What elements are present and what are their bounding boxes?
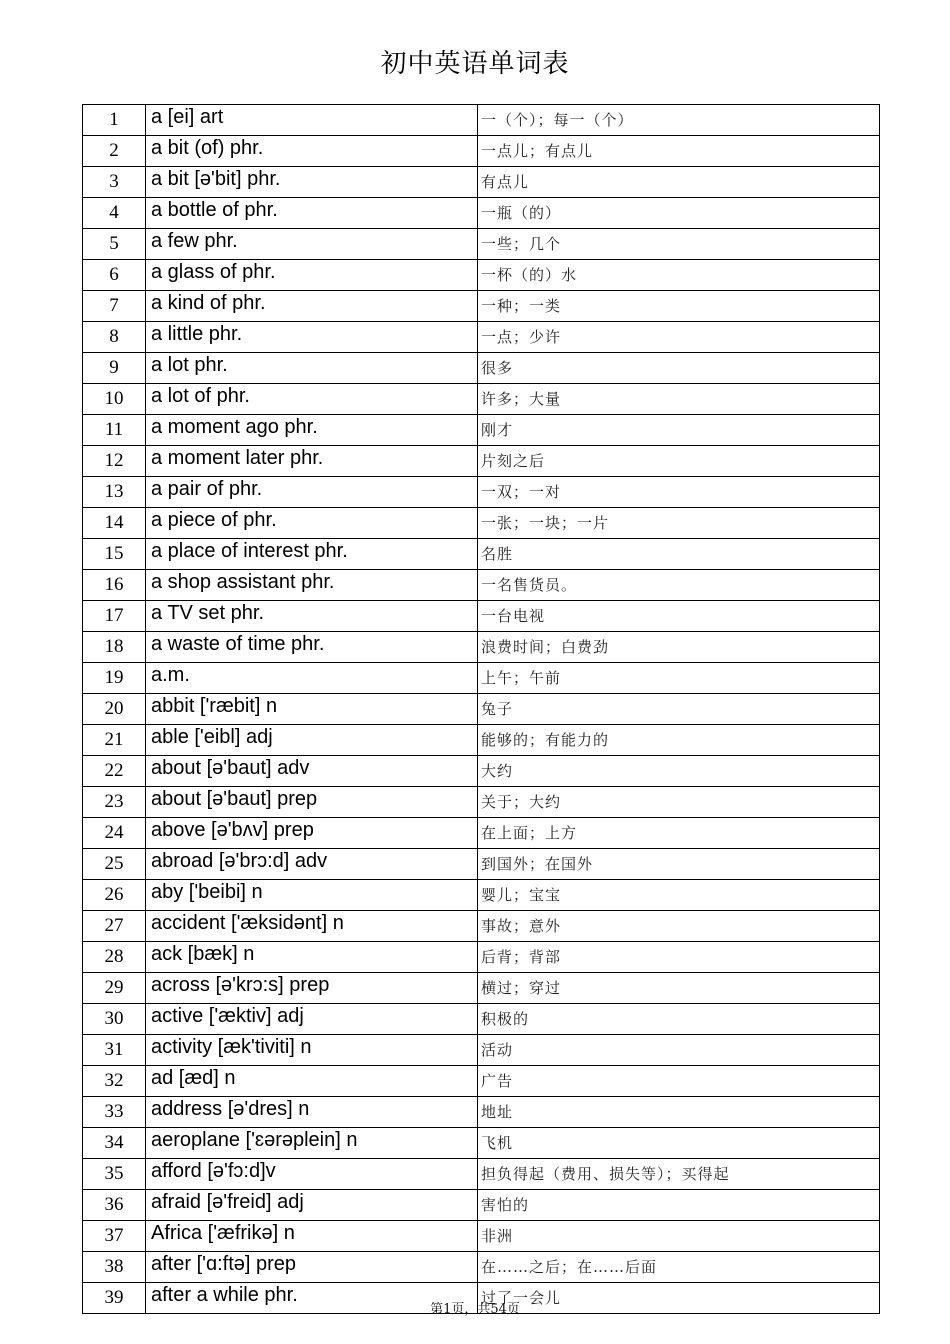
row-number: 38	[83, 1252, 146, 1283]
table-row	[83, 1035, 880, 1066]
row-number: 14	[83, 508, 146, 539]
table-row	[83, 694, 880, 725]
row-meaning: 害怕的	[478, 1190, 880, 1221]
table-row	[83, 973, 880, 1004]
row-number: 6	[83, 260, 146, 291]
table-row	[83, 1221, 880, 1252]
table-row	[83, 477, 880, 508]
row-meaning: 积极的	[478, 1004, 880, 1035]
row-word: a waste of time phr.	[146, 632, 478, 663]
row-meaning: 许多；大量	[478, 384, 880, 415]
row-meaning: 一些；几个	[478, 229, 880, 260]
table-row	[83, 322, 880, 353]
row-meaning: 广告	[478, 1066, 880, 1097]
table-row	[83, 570, 880, 601]
row-number: 24	[83, 818, 146, 849]
row-meaning: 上午；午前	[478, 663, 880, 694]
table-row	[83, 880, 880, 911]
row-meaning: 非洲	[478, 1221, 880, 1252]
row-word: a lot of phr.	[146, 384, 478, 415]
table-row	[83, 260, 880, 291]
row-number: 21	[83, 725, 146, 756]
row-meaning: 能够的；有能力的	[478, 725, 880, 756]
table-row	[83, 167, 880, 198]
table-row	[83, 291, 880, 322]
row-meaning: 一台电视	[478, 601, 880, 632]
row-number: 35	[83, 1159, 146, 1190]
vocabulary-table	[82, 104, 880, 1314]
row-word: a moment ago phr.	[146, 415, 478, 446]
table-row	[83, 632, 880, 663]
row-meaning: 片刻之后	[478, 446, 880, 477]
row-word: activity [æk'tiviti] n	[146, 1035, 478, 1066]
row-word: a shop assistant phr.	[146, 570, 478, 601]
row-meaning: 事故；意外	[478, 911, 880, 942]
table-row	[83, 663, 880, 694]
row-number: 10	[83, 384, 146, 415]
row-number: 8	[83, 322, 146, 353]
row-meaning: 关于；大约	[478, 787, 880, 818]
row-meaning: 飞机	[478, 1128, 880, 1159]
row-word: a.m.	[146, 663, 478, 694]
row-word: after a while phr.	[146, 1283, 478, 1314]
row-word: a piece of phr.	[146, 508, 478, 539]
row-word: Africa ['æfrikə] n	[146, 1221, 478, 1252]
row-meaning: 一点；少许	[478, 322, 880, 353]
row-word: able ['eibl] adj	[146, 725, 478, 756]
row-word: after ['ɑ:ftə] prep	[146, 1252, 478, 1283]
row-meaning: 刚才	[478, 415, 880, 446]
row-word: about [ə'baut] prep	[146, 787, 478, 818]
row-number: 25	[83, 849, 146, 880]
table-row	[83, 942, 880, 973]
row-word: afford [ə'fɔ:d]v	[146, 1159, 478, 1190]
row-word: abbit ['ræbit] n	[146, 694, 478, 725]
table-row	[83, 1190, 880, 1221]
row-number: 34	[83, 1128, 146, 1159]
row-word: afraid [ə'freid] adj	[146, 1190, 478, 1221]
table-row	[83, 601, 880, 632]
table-row	[83, 539, 880, 570]
row-word: a lot phr.	[146, 353, 478, 384]
row-number: 32	[83, 1066, 146, 1097]
row-word: active ['æktiv] adj	[146, 1004, 478, 1035]
table-row	[83, 136, 880, 167]
row-word: a place of interest phr.	[146, 539, 478, 570]
row-number: 23	[83, 787, 146, 818]
table-row	[83, 508, 880, 539]
row-meaning: 活动	[478, 1035, 880, 1066]
table-row	[83, 1252, 880, 1283]
row-number: 37	[83, 1221, 146, 1252]
row-word: a TV set phr.	[146, 601, 478, 632]
row-number: 18	[83, 632, 146, 663]
row-meaning: 浪费时间；白费劲	[478, 632, 880, 663]
row-meaning: 一张；一块；一片	[478, 508, 880, 539]
row-number: 7	[83, 291, 146, 322]
table-row	[83, 353, 880, 384]
row-number: 17	[83, 601, 146, 632]
row-number: 13	[83, 477, 146, 508]
row-word: a few phr.	[146, 229, 478, 260]
table-row	[83, 1066, 880, 1097]
row-meaning: 一名售货员。	[478, 570, 880, 601]
row-word: ad [æd] n	[146, 1066, 478, 1097]
row-word: a moment later phr.	[146, 446, 478, 477]
row-number: 1	[83, 105, 146, 136]
row-meaning: 过了一会儿	[478, 1283, 880, 1314]
row-number: 27	[83, 911, 146, 942]
row-word: aby ['beibi] n	[146, 880, 478, 911]
row-word: a kind of phr.	[146, 291, 478, 322]
row-meaning: 兔子	[478, 694, 880, 725]
row-meaning: 一点儿；有点儿	[478, 136, 880, 167]
row-meaning: 在……之后；在……后面	[478, 1252, 880, 1283]
table-row	[83, 1097, 880, 1128]
row-number: 15	[83, 539, 146, 570]
row-number: 19	[83, 663, 146, 694]
row-word: aeroplane ['ɛərəplein] n	[146, 1128, 478, 1159]
row-number: 2	[83, 136, 146, 167]
row-word: a bit (of) phr.	[146, 136, 478, 167]
row-word: about [ə'baut] adv	[146, 756, 478, 787]
table-row	[83, 198, 880, 229]
table-row	[83, 1128, 880, 1159]
row-number: 30	[83, 1004, 146, 1035]
row-number: 9	[83, 353, 146, 384]
row-meaning: 一种；一类	[478, 291, 880, 322]
row-meaning: 一（个）；每一（个）	[478, 105, 880, 136]
row-word: above [ə'bʌv] prep	[146, 818, 478, 849]
row-number: 12	[83, 446, 146, 477]
row-meaning: 一双；一对	[478, 477, 880, 508]
row-meaning: 有点儿	[478, 167, 880, 198]
table-row	[83, 415, 880, 446]
row-word: ack [bæk] n	[146, 942, 478, 973]
table-row	[83, 818, 880, 849]
row-number: 28	[83, 942, 146, 973]
page-title: 初中英语单词表	[380, 49, 570, 79]
row-meaning: 很多	[478, 353, 880, 384]
row-word: a glass of phr.	[146, 260, 478, 291]
row-number: 39	[83, 1283, 146, 1314]
row-meaning: 后背；背部	[478, 942, 880, 973]
table-row	[83, 446, 880, 477]
row-meaning: 一瓶（的）	[478, 198, 880, 229]
row-number: 29	[83, 973, 146, 1004]
row-number: 33	[83, 1097, 146, 1128]
table-row	[83, 849, 880, 880]
row-number: 26	[83, 880, 146, 911]
row-number: 36	[83, 1190, 146, 1221]
table-row	[83, 384, 880, 415]
table-row	[83, 911, 880, 942]
table-row	[83, 756, 880, 787]
row-word: abroad [ə'brɔ:d] adv	[146, 849, 478, 880]
row-number: 5	[83, 229, 146, 260]
row-word: a [ei] art	[146, 105, 478, 136]
row-number: 20	[83, 694, 146, 725]
row-meaning: 一杯（的）水	[478, 260, 880, 291]
row-number: 11	[83, 415, 146, 446]
row-number: 31	[83, 1035, 146, 1066]
vocabulary-table-body	[83, 105, 880, 1314]
row-word: a little phr.	[146, 322, 478, 353]
row-meaning: 大约	[478, 756, 880, 787]
row-word: accident ['æksidənt] n	[146, 911, 478, 942]
row-word: across [ə'krɔ:s] prep	[146, 973, 478, 1004]
row-number: 3	[83, 167, 146, 198]
row-word: a bottle of phr.	[146, 198, 478, 229]
row-word: address [ə'dres] n	[146, 1097, 478, 1128]
row-meaning: 名胜	[478, 539, 880, 570]
row-number: 4	[83, 198, 146, 229]
table-row	[83, 105, 880, 136]
row-meaning: 婴儿；宝宝	[478, 880, 880, 911]
row-meaning: 在上面；上方	[478, 818, 880, 849]
row-number: 16	[83, 570, 146, 601]
row-meaning: 担负得起（费用、损失等）；买得起	[478, 1159, 880, 1190]
row-meaning: 横过；穿过	[478, 973, 880, 1004]
table-row	[83, 229, 880, 260]
row-word: a bit [ə'bit] phr.	[146, 167, 478, 198]
row-word: a pair of phr.	[146, 477, 478, 508]
table-row	[83, 725, 880, 756]
page-footer: 第1页，共54页	[430, 1302, 520, 1317]
row-meaning: 到国外；在国外	[478, 849, 880, 880]
row-meaning: 地址	[478, 1097, 880, 1128]
table-row	[83, 1159, 880, 1190]
table-row	[83, 1004, 880, 1035]
row-number: 22	[83, 756, 146, 787]
table-row	[83, 787, 880, 818]
